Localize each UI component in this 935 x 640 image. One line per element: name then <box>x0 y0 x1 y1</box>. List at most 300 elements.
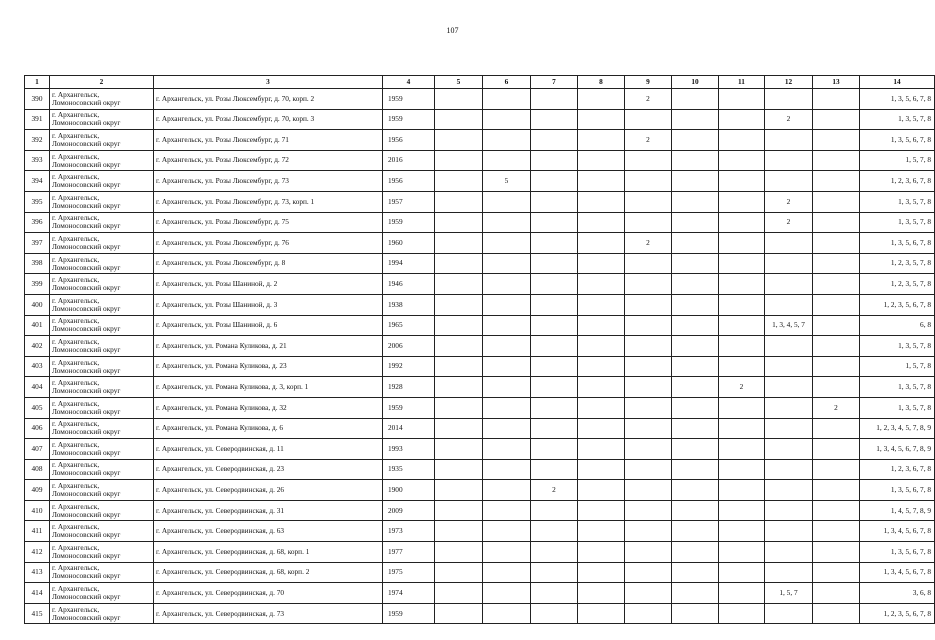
column-9-cell <box>625 542 672 563</box>
location-cell <box>50 274 154 295</box>
column-5-cell <box>435 521 483 542</box>
column-6-cell <box>483 191 531 212</box>
table-body <box>25 89 935 624</box>
year-cell: 1959 <box>383 89 435 110</box>
column-12-cell <box>765 542 813 563</box>
location-cell <box>50 294 154 315</box>
location-district: Ломоносовский округ <box>52 221 121 231</box>
column-11-cell <box>719 315 765 336</box>
column-11-cell <box>719 542 765 563</box>
location-cell <box>50 89 154 110</box>
column-12-cell <box>765 603 813 624</box>
column-11-cell <box>719 418 765 439</box>
column-7-cell: 2 <box>531 480 578 501</box>
address-cell: г. Архангельск, ул. Розы Люксембург, д. 73 <box>154 171 383 192</box>
column-9-cell <box>625 397 672 418</box>
column-13-cell <box>813 253 860 274</box>
column-14-cell: 1, 5, 7, 8 <box>860 356 935 377</box>
column-9-cell <box>625 583 672 604</box>
column-6-cell <box>483 89 531 110</box>
location-district: Ломоносовский округ <box>52 571 121 581</box>
column-9-cell: 2 <box>625 130 672 151</box>
year-cell: 1900 <box>383 480 435 501</box>
column-12-cell <box>765 150 813 171</box>
column-5-cell <box>435 603 483 624</box>
column-6-cell <box>483 294 531 315</box>
column-6-cell <box>483 377 531 398</box>
column-5-cell <box>435 480 483 501</box>
table-row <box>25 356 935 377</box>
location-city: г. Архангельск, <box>52 522 100 532</box>
year-cell: 2006 <box>383 336 435 357</box>
location-cell <box>50 109 154 130</box>
column-6-cell <box>483 336 531 357</box>
column-12-cell: 1, 5, 7 <box>765 583 813 604</box>
column-13-cell <box>813 315 860 336</box>
column-10-cell <box>672 274 719 295</box>
address-cell: г. Архангельск, ул. Розы Люксембург, д. 71 <box>154 130 383 151</box>
column-7-cell <box>531 356 578 377</box>
column-9-cell <box>625 109 672 130</box>
row-number-cell: 391 <box>25 109 50 130</box>
location-city: г. Архангельск, <box>52 604 100 614</box>
column-14-cell: 1, 3, 4, 5, 6, 7, 8, 9 <box>860 439 935 460</box>
column-14-cell: 1, 3, 5, 6, 7, 8 <box>860 233 935 254</box>
address-cell: г. Архангельск, ул. Северодвинская, д. 26 <box>154 480 383 501</box>
column-11-cell <box>719 336 765 357</box>
table-row <box>25 89 935 110</box>
row-number-cell: 394 <box>25 171 50 192</box>
location-cell <box>50 233 154 254</box>
column-6-cell <box>483 356 531 377</box>
column-9-cell <box>625 439 672 460</box>
location-city: г. Архангельск, <box>52 254 100 264</box>
column-13-cell <box>813 480 860 501</box>
year-cell: 1992 <box>383 356 435 377</box>
column-13-cell <box>813 294 860 315</box>
column-5-cell <box>435 418 483 439</box>
column-5-cell <box>435 212 483 233</box>
column-10-cell <box>672 130 719 151</box>
year-cell: 1957 <box>383 191 435 212</box>
column-11-cell <box>719 274 765 295</box>
column-12-cell <box>765 418 813 439</box>
address-cell: г. Архангельск, ул. Розы Шаниной, д. 2 <box>154 274 383 295</box>
column-8-cell <box>578 377 625 398</box>
column-8-cell <box>578 315 625 336</box>
column-13-cell: 2 <box>813 397 860 418</box>
location-cell <box>50 500 154 521</box>
column-7-cell <box>531 191 578 212</box>
column-14-cell: 1, 2, 3, 6, 7, 8 <box>860 171 935 192</box>
column-13-cell <box>813 459 860 480</box>
address-cell: г. Архангельск, ул. Северодвинская, д. 63 <box>154 521 383 542</box>
column-7-cell <box>531 583 578 604</box>
column-11-cell <box>719 109 765 130</box>
column-9-cell <box>625 562 672 583</box>
year-cell: 1974 <box>383 583 435 604</box>
column-10-cell <box>672 109 719 130</box>
table-row <box>25 233 935 254</box>
column-5-cell <box>435 377 483 398</box>
column-9-cell <box>625 480 672 501</box>
column-6-cell <box>483 109 531 130</box>
column-header-8: 8 <box>578 76 625 89</box>
column-9-cell <box>625 212 672 233</box>
column-11-cell <box>719 603 765 624</box>
column-9-cell <box>625 500 672 521</box>
column-8-cell <box>578 253 625 274</box>
location-city: г. Архангельск, <box>52 233 100 243</box>
address-cell: г. Архангельск, ул. Северодвинская, д. 23 <box>154 459 383 480</box>
column-9-cell <box>625 603 672 624</box>
location-district: Ломоносовский округ <box>52 283 121 293</box>
row-number-cell: 395 <box>25 191 50 212</box>
location-city: г. Архангельск, <box>52 130 100 140</box>
column-8-cell <box>578 397 625 418</box>
column-13-cell <box>813 418 860 439</box>
column-10-cell <box>672 191 719 212</box>
year-cell: 1956 <box>383 171 435 192</box>
column-9-cell <box>625 377 672 398</box>
location-district: Ломоносовский округ <box>52 406 121 416</box>
location-cell <box>50 171 154 192</box>
column-7-cell <box>531 459 578 480</box>
table-row <box>25 459 935 480</box>
table-row <box>25 542 935 563</box>
column-12-cell <box>765 356 813 377</box>
address-cell: г. Архангельск, ул. Северодвинская, д. 68, корп. 2 <box>154 562 383 583</box>
location-district: Ломоносовский округ <box>52 138 121 148</box>
location-cell <box>50 191 154 212</box>
year-cell: 1959 <box>383 603 435 624</box>
location-cell <box>50 253 154 274</box>
row-number-cell: 414 <box>25 583 50 604</box>
column-8-cell <box>578 150 625 171</box>
column-13-cell <box>813 212 860 233</box>
column-12-cell <box>765 480 813 501</box>
column-13-cell <box>813 191 860 212</box>
column-14-cell: 1, 2, 3, 5, 7, 8 <box>860 274 935 295</box>
column-5-cell <box>435 274 483 295</box>
column-5-cell <box>435 89 483 110</box>
column-11-cell <box>719 480 765 501</box>
address-cell: г. Архангельск, ул. Северодвинская, д. 70 <box>154 583 383 604</box>
column-7-cell <box>531 500 578 521</box>
location-city: г. Архангельск, <box>52 398 100 408</box>
column-8-cell <box>578 294 625 315</box>
address-cell: г. Архангельск, ул. Розы Люксембург, д. 75 <box>154 212 383 233</box>
column-10-cell <box>672 562 719 583</box>
location-district: Ломоносовский округ <box>52 509 121 519</box>
column-10-cell <box>672 336 719 357</box>
year-cell: 1938 <box>383 294 435 315</box>
location-cell <box>50 336 154 357</box>
column-9-cell: 2 <box>625 89 672 110</box>
location-city: г. Архангельск, <box>52 316 100 326</box>
location-city: г. Архангельск, <box>52 295 100 305</box>
row-number-cell: 392 <box>25 130 50 151</box>
column-6-cell <box>483 315 531 336</box>
column-5-cell <box>435 542 483 563</box>
column-13-cell <box>813 130 860 151</box>
column-13-cell <box>813 336 860 357</box>
location-cell <box>50 480 154 501</box>
year-cell: 1965 <box>383 315 435 336</box>
column-14-cell: 1, 3, 4, 5, 6, 7, 8 <box>860 521 935 542</box>
address-cell: г. Архангельск, ул. Северодвинская, д. 31 <box>154 500 383 521</box>
location-cell <box>50 542 154 563</box>
column-14-cell: 1, 3, 5, 7, 8 <box>860 212 935 233</box>
address-cell: г. Архангельск, ул. Романа Куликова, д. 32 <box>154 397 383 418</box>
column-header-6: 6 <box>483 76 531 89</box>
column-14-cell: 1, 4, 5, 7, 8, 9 <box>860 500 935 521</box>
column-13-cell <box>813 109 860 130</box>
column-12-cell <box>765 500 813 521</box>
column-10-cell <box>672 294 719 315</box>
column-9-cell <box>625 171 672 192</box>
column-12-cell <box>765 377 813 398</box>
column-5-cell <box>435 233 483 254</box>
column-12-cell <box>765 562 813 583</box>
column-10-cell <box>672 253 719 274</box>
column-9-cell <box>625 274 672 295</box>
column-10-cell <box>672 377 719 398</box>
column-9-cell <box>625 253 672 274</box>
column-7-cell <box>531 603 578 624</box>
column-14-cell: 1, 3, 5, 6, 7, 8 <box>860 542 935 563</box>
location-city: г. Архангельск, <box>52 213 100 223</box>
column-header-3: 3 <box>154 76 383 89</box>
column-13-cell <box>813 562 860 583</box>
location-cell <box>50 377 154 398</box>
column-14-cell: 1, 2, 3, 5, 7, 8 <box>860 253 935 274</box>
column-header-4: 4 <box>383 76 435 89</box>
column-6-cell <box>483 459 531 480</box>
row-number-cell: 390 <box>25 89 50 110</box>
location-district: Ломоносовский округ <box>52 262 121 272</box>
row-number-cell: 408 <box>25 459 50 480</box>
column-header-5: 5 <box>435 76 483 89</box>
year-cell: 1935 <box>383 459 435 480</box>
location-district: Ломоносовский округ <box>52 530 121 540</box>
address-cell: г. Архангельск, ул. Розы Люксембург, д. 8 <box>154 253 383 274</box>
column-14-cell: 1, 3, 5, 7, 8 <box>860 377 935 398</box>
column-6-cell <box>483 480 531 501</box>
column-13-cell <box>813 500 860 521</box>
column-5-cell <box>435 500 483 521</box>
column-9-cell <box>625 521 672 542</box>
column-11-cell <box>719 439 765 460</box>
location-cell <box>50 439 154 460</box>
row-number-cell: 404 <box>25 377 50 398</box>
column-12-cell <box>765 274 813 295</box>
address-cell: г. Архангельск, ул. Розы Люксембург, д. 76 <box>154 233 383 254</box>
column-5-cell <box>435 356 483 377</box>
column-5-cell <box>435 336 483 357</box>
location-district: Ломоносовский округ <box>52 200 121 210</box>
column-14-cell: 1, 2, 3, 5, 6, 7, 8 <box>860 603 935 624</box>
column-11-cell <box>719 397 765 418</box>
column-8-cell <box>578 480 625 501</box>
column-6-cell <box>483 603 531 624</box>
location-city: г. Архангельск, <box>52 89 100 99</box>
location-district: Ломоносовский округ <box>52 180 121 190</box>
year-cell: 1973 <box>383 521 435 542</box>
column-10-cell <box>672 233 719 254</box>
location-district: Ломоносовский округ <box>52 365 121 375</box>
column-11-cell <box>719 562 765 583</box>
column-13-cell <box>813 583 860 604</box>
location-district: Ломоносовский округ <box>52 386 121 396</box>
table-row <box>25 397 935 418</box>
location-district: Ломоносовский округ <box>52 97 121 107</box>
row-number-cell: 400 <box>25 294 50 315</box>
address-cell: г. Архангельск, ул. Северодвинская, д. 73 <box>154 603 383 624</box>
column-5-cell <box>435 130 483 151</box>
column-5-cell <box>435 294 483 315</box>
column-5-cell <box>435 439 483 460</box>
address-cell: г. Архангельск, ул. Северодвинская, д. 11 <box>154 439 383 460</box>
year-cell: 1977 <box>383 542 435 563</box>
column-13-cell <box>813 356 860 377</box>
table-row <box>25 418 935 439</box>
location-cell <box>50 418 154 439</box>
location-city: г. Архангельск, <box>52 419 100 429</box>
location-cell <box>50 315 154 336</box>
column-8-cell <box>578 109 625 130</box>
column-14-cell: 1, 3, 5, 6, 7, 8 <box>860 89 935 110</box>
table-row <box>25 171 935 192</box>
address-cell: г. Архангельск, ул. Розы Люксембург, д. 72 <box>154 150 383 171</box>
column-12-cell <box>765 253 813 274</box>
column-13-cell <box>813 542 860 563</box>
column-6-cell: 5 <box>483 171 531 192</box>
column-12-cell <box>765 233 813 254</box>
column-6-cell <box>483 583 531 604</box>
address-cell: г. Архангельск, ул. Розы Люксембург, д. 70, корп. 2 <box>154 89 383 110</box>
column-7-cell <box>531 150 578 171</box>
location-district: Ломоносовский округ <box>52 550 121 560</box>
location-district: Ломоносовский округ <box>52 427 121 437</box>
column-9-cell <box>625 294 672 315</box>
column-12-cell <box>765 294 813 315</box>
year-cell: 1928 <box>383 377 435 398</box>
column-5-cell <box>435 397 483 418</box>
location-city: г. Архангельск, <box>52 151 100 161</box>
table-row <box>25 583 935 604</box>
column-8-cell <box>578 233 625 254</box>
table-row <box>25 294 935 315</box>
column-5-cell <box>435 109 483 130</box>
year-cell: 2009 <box>383 500 435 521</box>
column-7-cell <box>531 336 578 357</box>
column-10-cell <box>672 459 719 480</box>
column-7-cell <box>531 562 578 583</box>
row-number-cell: 396 <box>25 212 50 233</box>
column-5-cell <box>435 253 483 274</box>
column-13-cell <box>813 521 860 542</box>
column-header-10: 10 <box>672 76 719 89</box>
column-10-cell <box>672 171 719 192</box>
location-cell <box>50 150 154 171</box>
location-cell <box>50 583 154 604</box>
table-row <box>25 603 935 624</box>
column-13-cell <box>813 89 860 110</box>
column-8-cell <box>578 212 625 233</box>
address-cell: г. Архангельск, ул. Розы Шаниной, д. 3 <box>154 294 383 315</box>
row-number-cell: 397 <box>25 233 50 254</box>
column-7-cell <box>531 212 578 233</box>
table-row <box>25 274 935 295</box>
year-cell: 1959 <box>383 397 435 418</box>
location-city: г. Архангельск, <box>52 192 100 202</box>
location-district: Ломоносовский округ <box>52 489 121 499</box>
column-10-cell <box>672 315 719 336</box>
column-13-cell <box>813 603 860 624</box>
address-cell: г. Архангельск, ул. Розы Люксембург, д. 70, корп. 3 <box>154 109 383 130</box>
address-cell: г. Архангельск, ул. Романа Куликова, д. 21 <box>154 336 383 357</box>
column-8-cell <box>578 562 625 583</box>
column-7-cell <box>531 439 578 460</box>
column-8-cell <box>578 459 625 480</box>
column-11-cell <box>719 521 765 542</box>
column-12-cell <box>765 171 813 192</box>
column-10-cell <box>672 439 719 460</box>
column-5-cell <box>435 150 483 171</box>
column-8-cell <box>578 542 625 563</box>
column-8-cell <box>578 274 625 295</box>
column-6-cell <box>483 397 531 418</box>
location-city: г. Архангельск, <box>52 172 100 182</box>
column-10-cell <box>672 542 719 563</box>
location-district: Ломоносовский округ <box>52 612 121 622</box>
column-6-cell <box>483 212 531 233</box>
address-cell: г. Архангельск, ул. Романа Куликова, д. 23 <box>154 356 383 377</box>
column-7-cell <box>531 171 578 192</box>
row-number-cell: 409 <box>25 480 50 501</box>
column-8-cell <box>578 356 625 377</box>
table-row <box>25 562 935 583</box>
column-6-cell <box>483 418 531 439</box>
table-row <box>25 109 935 130</box>
column-8-cell <box>578 603 625 624</box>
column-14-cell: 1, 3, 5, 7, 8 <box>860 191 935 212</box>
column-6-cell <box>483 130 531 151</box>
location-city: г. Архангельск, <box>52 357 100 367</box>
column-12-cell <box>765 336 813 357</box>
data-table-container <box>24 75 931 624</box>
location-city: г. Архангельск, <box>52 460 100 470</box>
location-cell <box>50 521 154 542</box>
year-cell: 1960 <box>383 233 435 254</box>
column-header-11: 11 <box>719 76 765 89</box>
column-5-cell <box>435 315 483 336</box>
column-7-cell <box>531 521 578 542</box>
table-header-row <box>25 76 935 89</box>
column-9-cell: 2 <box>625 233 672 254</box>
location-city: г. Архангельск, <box>52 439 100 449</box>
column-header-1: 1 <box>25 76 50 89</box>
column-7-cell <box>531 397 578 418</box>
column-8-cell <box>578 191 625 212</box>
column-10-cell <box>672 356 719 377</box>
column-11-cell: 2 <box>719 377 765 398</box>
column-6-cell <box>483 521 531 542</box>
address-cell: г. Архангельск, ул. Романа Куликова, д. 6 <box>154 418 383 439</box>
year-cell: 1993 <box>383 439 435 460</box>
row-number-cell: 393 <box>25 150 50 171</box>
